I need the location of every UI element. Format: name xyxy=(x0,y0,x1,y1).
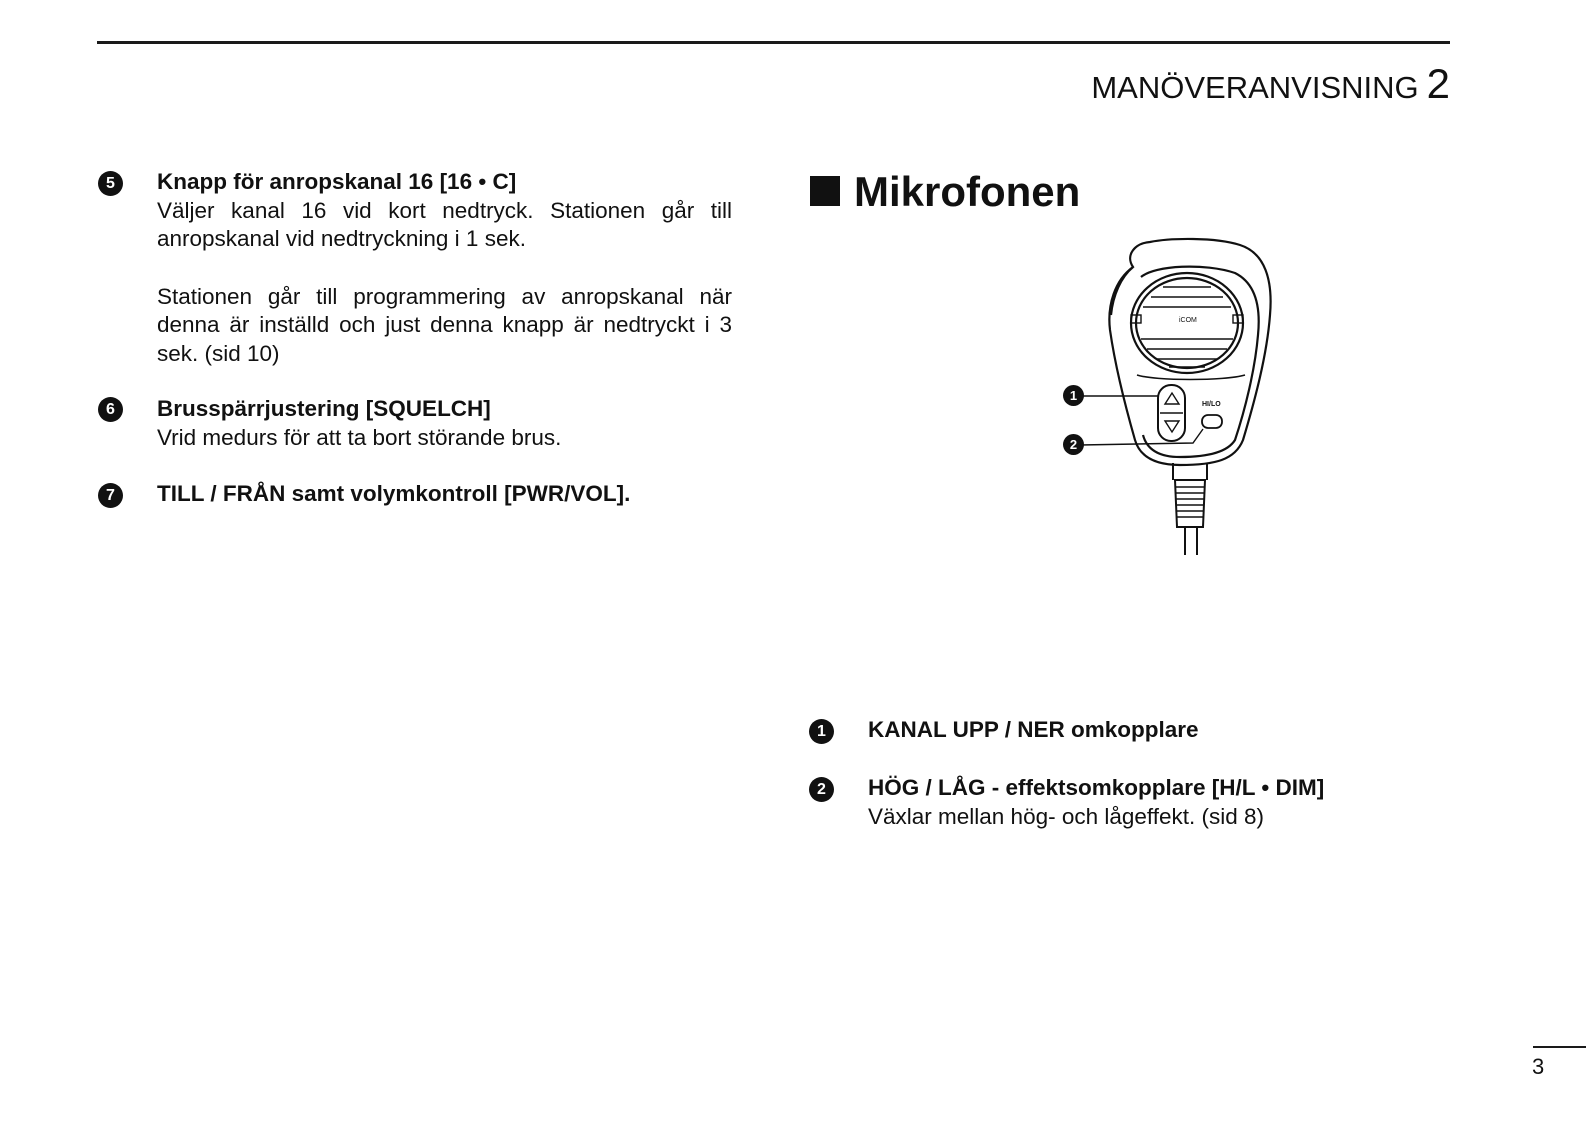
item-title: Brusspärrjustering [SQUELCH] xyxy=(157,396,491,421)
footer-rule xyxy=(1533,1046,1586,1048)
chapter-number: 2 xyxy=(1426,60,1450,107)
section-heading xyxy=(810,168,1080,216)
bullet-5: 5 xyxy=(98,171,123,196)
item-pwr-vol xyxy=(157,480,732,509)
item-title: TILL / FRÅN samt volymkontroll [PWR/VOL]. xyxy=(157,481,631,506)
bullet-7: 7 xyxy=(98,483,123,508)
mic-logo: iCOM xyxy=(1179,317,1197,324)
page-header xyxy=(1091,60,1450,108)
bullet-6: 6 xyxy=(98,397,123,422)
item-channel16 xyxy=(157,168,732,368)
hilo-label: HI/LO xyxy=(1202,401,1221,408)
item-squelch xyxy=(157,395,732,452)
item-title: Knapp för anropskanal 16 [16 • C] xyxy=(157,169,517,194)
item-body: Väljer kanal 16 vid kort nedtryck. Stationen går till anropskanal vid nedtryckning i 1 sek. xyxy=(157,197,732,251)
microphone-figure xyxy=(1055,235,1295,565)
item-title: HÖG / LÅG - effektsomkopplare [H/L • DIM] xyxy=(868,775,1325,800)
square-bullet-icon xyxy=(810,176,840,206)
item-title: KANAL UPP / NER omkopplare xyxy=(868,717,1199,742)
item-body-2: Stationen går till programmering av anropskanal när denna är inställd och just denna knapp är nedtryckt i 3 sek. (sid 10) xyxy=(157,283,732,366)
header-rule xyxy=(97,41,1450,44)
bullet-1: 1 xyxy=(809,719,834,744)
header-title: MANÖVERANVISNING xyxy=(1091,70,1419,105)
item-channel-updown xyxy=(868,716,1428,745)
bullet-2: 2 xyxy=(809,777,834,802)
item-body: Vrid medurs för att ta bort störande brus. xyxy=(157,424,562,450)
callout-1: 1 xyxy=(1063,385,1084,406)
page-number: 3 xyxy=(1532,1054,1545,1079)
section-title: Mikrofonen xyxy=(854,168,1081,215)
item-body: Växlar mellan hög- och lågeffekt. (sid 8) xyxy=(868,803,1265,829)
item-power-switch xyxy=(868,774,1428,831)
callout-2: 2 xyxy=(1063,434,1084,455)
